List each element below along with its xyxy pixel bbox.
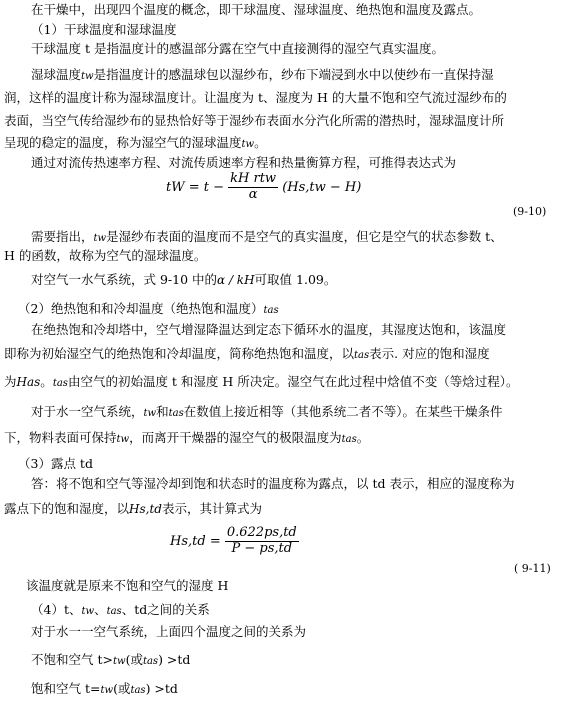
- equation-lhs: Hs,td =: [170, 533, 221, 549]
- equation-lhs: tW = t −: [166, 179, 224, 195]
- text-fragment: ，而离开干燥器的湿空气的极限温度为: [129, 430, 342, 445]
- fraction: [225, 526, 299, 557]
- symbol-tas: tas: [341, 434, 357, 445]
- text-line: [4, 136, 267, 151]
- symbol-tw: tw: [241, 139, 255, 150]
- text-line: [31, 273, 336, 288]
- text-line: 干球温度 t 是指温度计的感温部分露在空气中直接测得的湿空气真实温度。: [31, 41, 444, 56]
- symbol-has: Has: [16, 375, 41, 389]
- text-line: [31, 68, 494, 83]
- text-fragment: (或: [125, 652, 143, 667]
- equation-9-11: [170, 526, 299, 557]
- symbol-tas: tas: [263, 305, 279, 316]
- symbol-tw: tw: [81, 606, 95, 617]
- text-line: [31, 405, 503, 420]
- text-line: [31, 653, 190, 668]
- text-fragment: 不饱和空气 t>: [31, 652, 113, 667]
- text-line: 该温度就是原来不饱和空气的湿度 H: [26, 578, 229, 593]
- text-fragment: 表示. 对应的饱和湿度: [369, 346, 490, 361]
- symbol-tw: tw: [100, 685, 114, 696]
- section-heading: [31, 603, 210, 618]
- text-line: [4, 347, 490, 362]
- section-heading: [18, 302, 279, 317]
- text-fragment: ) >td: [145, 681, 178, 696]
- text-line: [31, 682, 178, 697]
- text-fragment: 由空气的初始温度 t 和湿度 H 所决定。湿空气在此过程中焓值不变（等焓过程）。: [67, 374, 519, 389]
- text-fragment: 。: [254, 135, 267, 150]
- section-heading: （1）干球温度和湿球温度: [31, 22, 177, 37]
- text-line: [31, 230, 503, 245]
- text-line: H 的函数，故称为空气的湿球温度。: [4, 248, 207, 263]
- fraction-numerator: 0.622ps,td: [226, 525, 297, 540]
- fraction-denominator: α: [248, 186, 258, 202]
- section-heading: （3）露点 td: [18, 456, 93, 471]
- text-line: [4, 431, 369, 446]
- text-line: 在干燥中，出现四个温度的概念，即干球温度、湿球温度、绝热饱和温度及露点。: [31, 2, 482, 17]
- equation-number: (9-10): [513, 205, 547, 218]
- text-fragment: 为: [4, 374, 17, 389]
- text-fragment: 。: [356, 430, 370, 445]
- symbol-tw: tw: [116, 434, 130, 445]
- text-fragment: ) >td: [158, 652, 191, 667]
- fraction-denominator: P − ps,td: [231, 540, 293, 556]
- text-fragment: 在数值上接近相等（其他系统二者不等）。在某些干燥条件: [183, 404, 503, 419]
- symbol-tas: tas: [354, 350, 370, 361]
- symbol-tw: tw: [93, 233, 107, 244]
- text-fragment: 下，物料表面可保持: [4, 430, 117, 445]
- symbol-tw: tw: [81, 71, 94, 82]
- symbol-tas: tas: [130, 685, 146, 696]
- text-fragment: 对空气一水气系统，式 9-10 中的: [31, 272, 218, 287]
- text-fragment: 。: [40, 374, 53, 389]
- text-fragment: 呈现的稳定的温度，称为湿空气的湿球温度: [4, 135, 242, 150]
- text-fragment: 可取值 1.09。: [254, 272, 337, 287]
- text-fragment: 湿球温度: [31, 67, 82, 82]
- text-fragment: 露点下的饱和湿度，以: [4, 501, 130, 516]
- text-fragment: 、: [94, 602, 107, 617]
- text-fragment: 是指温度计的感温球包以湿纱布，纱布下端浸到水中以使纱布一直保持湿: [93, 67, 494, 82]
- text-fragment: (或: [113, 681, 131, 696]
- equation-number: ( 9-11): [514, 562, 551, 575]
- text-line: [4, 375, 519, 390]
- text-fragment: 对于水一空气系统，: [31, 404, 144, 419]
- symbol-hstd: Hs,td: [129, 502, 162, 516]
- text-fragment: 需要指出，: [31, 229, 94, 244]
- fraction-numerator: kH rtw: [230, 171, 277, 186]
- text-fragment: 即称为初始湿空气的绝热饱和冷却温度，简称绝热饱和温度，以: [4, 346, 355, 361]
- text-line: 在绝热饱和冷却塔中，空气增湿降温达到定态下循环水的温度，其湿度达饱和，该温度: [31, 322, 507, 337]
- text-fragment: 是湿纱布表面的温度而不是空气的真实温度，但它是空气的状态参数 t、: [106, 229, 503, 244]
- symbol-alpha-kh: α / kH: [217, 273, 255, 287]
- text-fragment: 表示，其计算式为: [161, 501, 262, 516]
- text-line: 答：将不饱和空气等湿冷却到饱和状态时的温度称为露点，以 td 表示，相应的湿度称为: [31, 476, 515, 491]
- text-fragment: 饱和空气 t=: [31, 681, 101, 696]
- text-fragment: 和: [156, 404, 169, 419]
- text-fragment: （2）绝热饱和和冷却温度（绝热饱和温度）: [18, 301, 264, 316]
- text-line: [4, 502, 262, 517]
- symbol-tas: tas: [168, 408, 184, 419]
- text-line: 表面，当空气传给湿纱布的显热恰好等于湿纱布表面水分汽化所需的潜热时，湿球温度计所: [4, 113, 505, 128]
- text-line: 通过对流传热速率方程、对流传质速率方程和热量衡算方程，可推得表达式为: [31, 155, 457, 170]
- symbol-tas: tas: [106, 606, 122, 617]
- symbol-tw: tw: [143, 408, 157, 419]
- equation-rhs: (Hs,tw − H): [282, 179, 362, 195]
- symbol-tas: tas: [142, 656, 159, 667]
- symbol-tas: tas: [52, 378, 68, 389]
- equation-9-10: [166, 172, 361, 203]
- text-fragment: （4）t、: [31, 602, 82, 617]
- text-line: 润，这样的温度计称为湿球温度计。让温度为 t、湿度为 H 的大量不饱和空气流过湿纱布的: [4, 90, 507, 105]
- symbol-tw: tw: [112, 656, 126, 667]
- fraction: [228, 172, 278, 203]
- text-line: 对于水一一空气系统，上面四个温度之间的关系为: [31, 624, 307, 639]
- text-fragment: 、td之间的关系: [121, 602, 210, 617]
